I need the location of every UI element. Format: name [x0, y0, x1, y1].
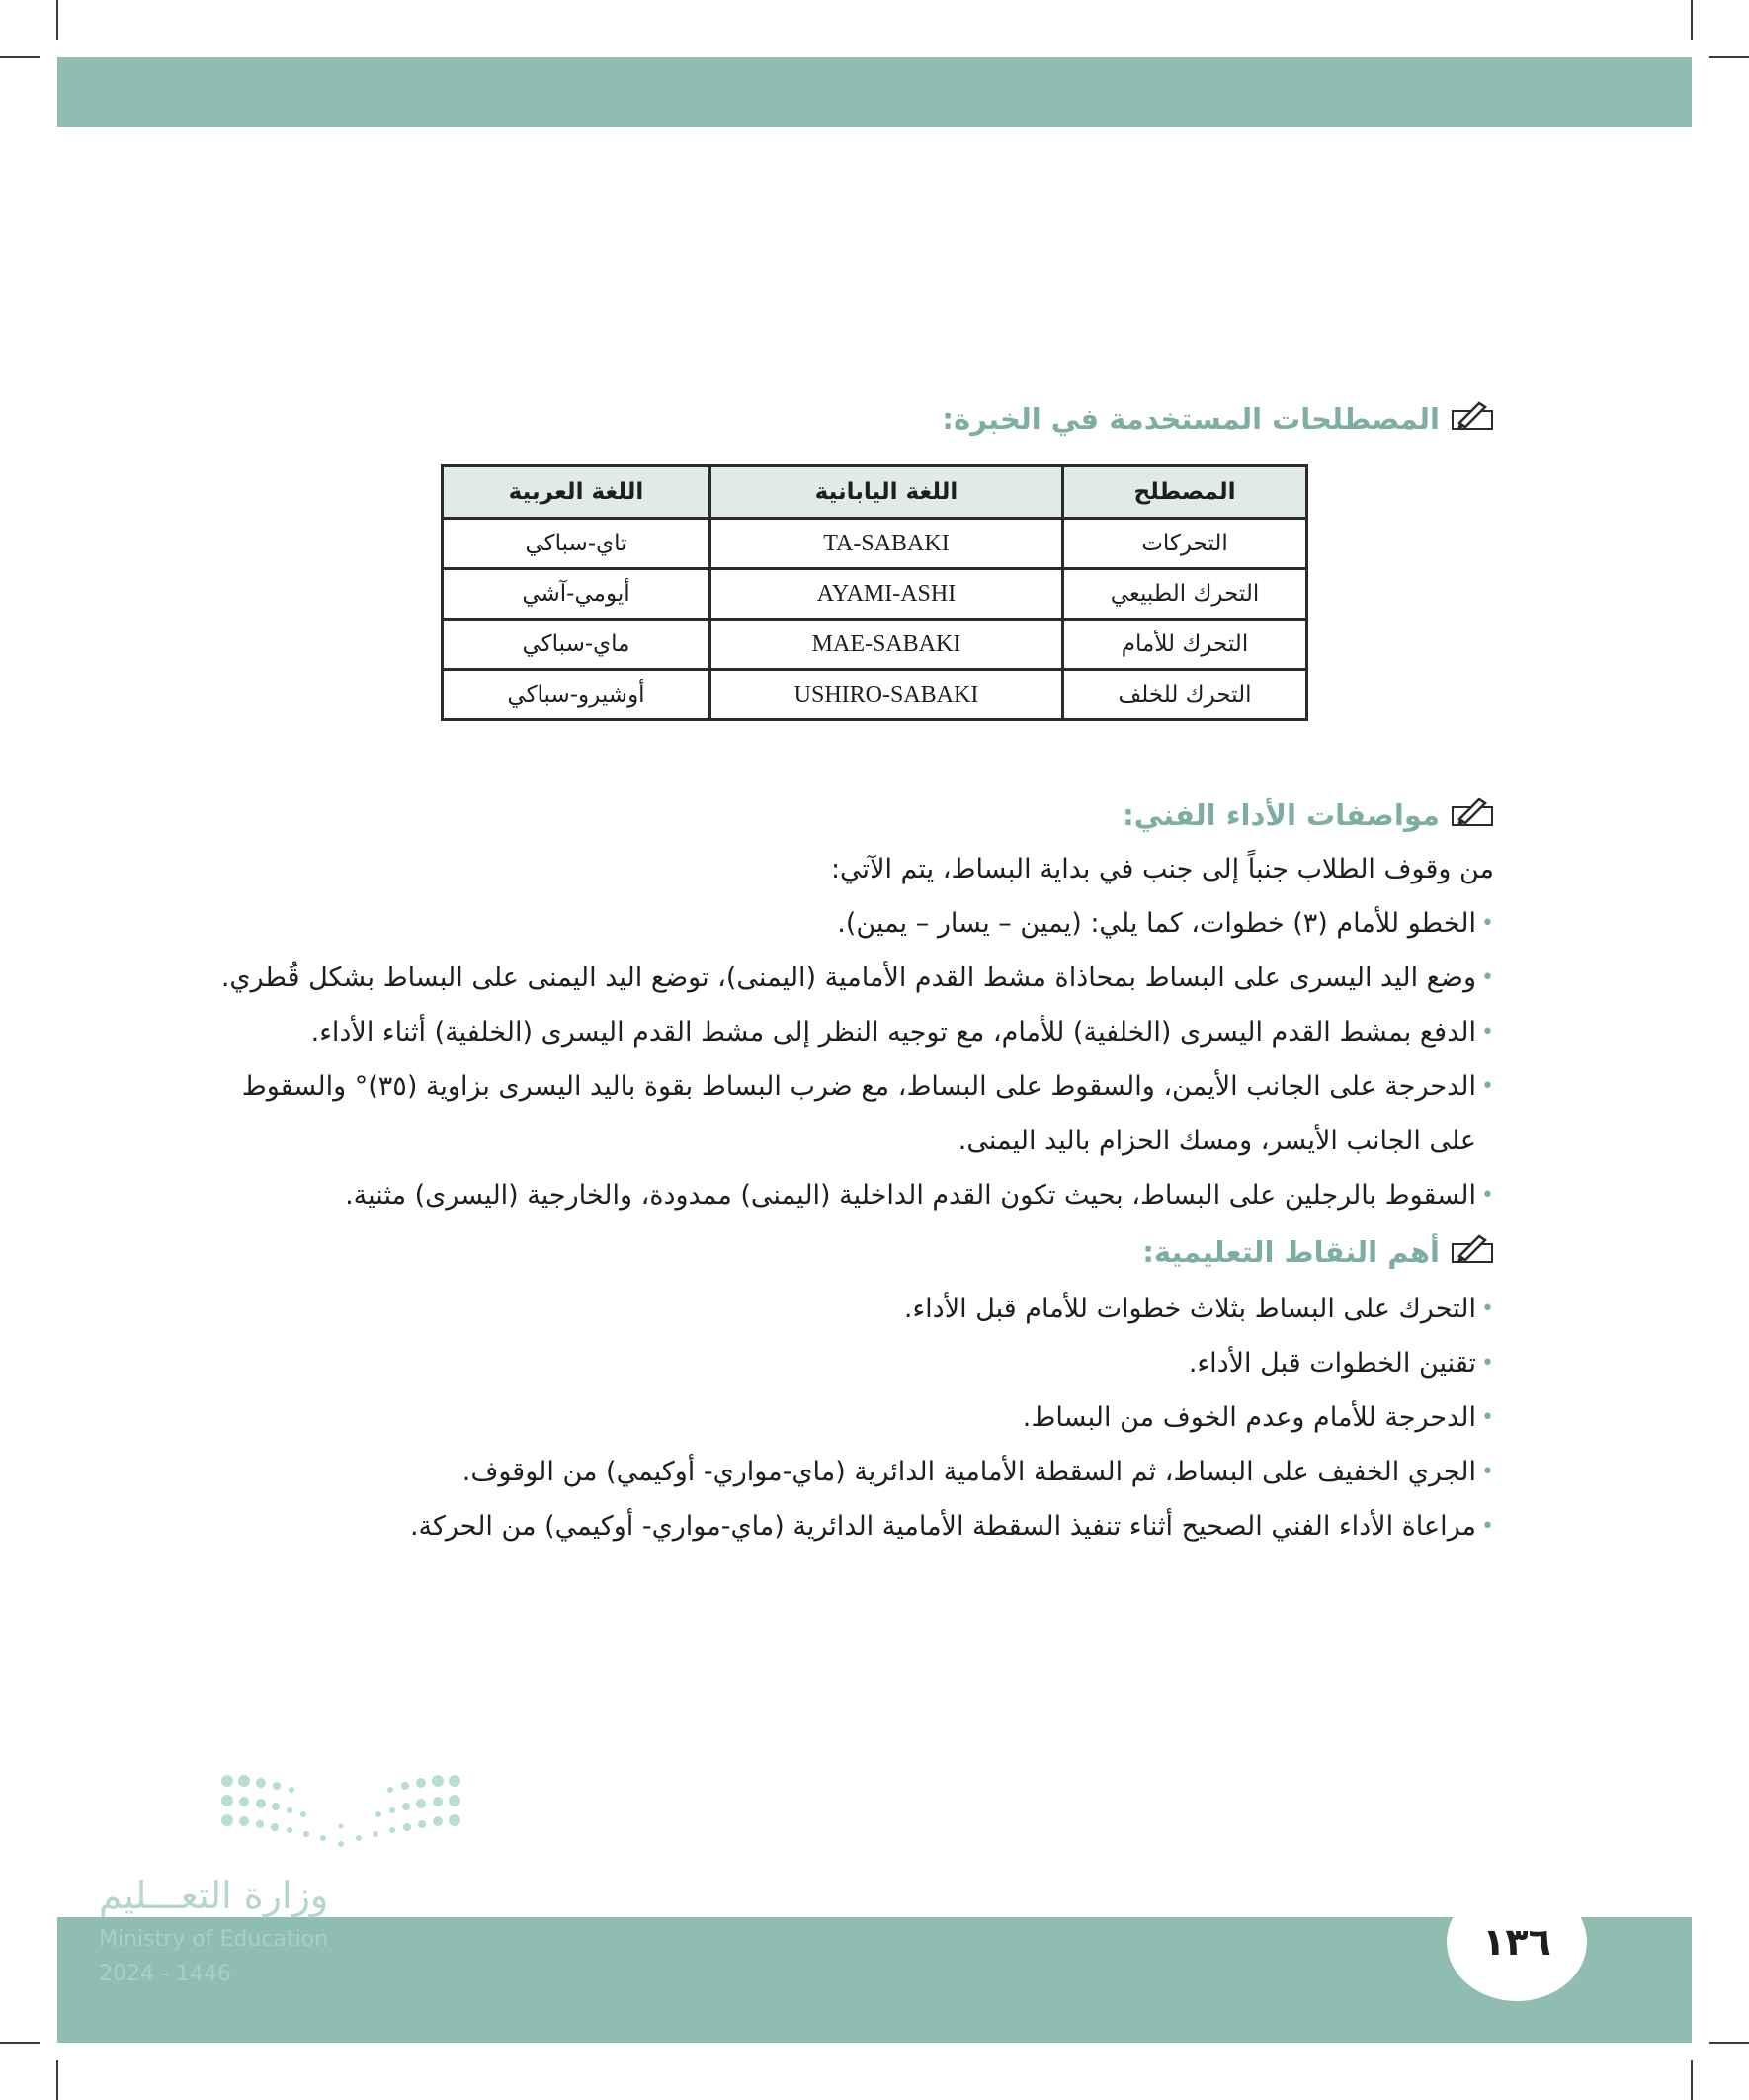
table-row — [443, 620, 1307, 670]
pen-writing-icon — [1450, 1230, 1497, 1273]
crop-mark — [1709, 2042, 1749, 2044]
terms-heading-text: المصطلحات المستخدمة في الخبرة: — [942, 401, 1440, 436]
teaching-heading — [1142, 1230, 1497, 1273]
cell-japanese: MAE-SABAKI — [710, 620, 1063, 670]
terms-table — [441, 464, 1308, 721]
cell-term: التحرك للأمام — [1063, 620, 1307, 670]
technical-intro: من وقوف الطلاب جنباً إلى جنب في بداية البساط، يتم الآتي: — [830, 854, 1494, 884]
crop-mark — [56, 0, 58, 40]
teaching-heading-text: أهم النقاط التعليمية: — [1142, 1234, 1440, 1269]
cell-term: التحركات — [1063, 519, 1307, 569]
ministry-logo-english: Ministry of Education — [99, 1927, 329, 1952]
cell-arabic: أيومي-آشي — [443, 569, 710, 620]
column-header-japanese: اللغة اليابانية — [710, 466, 1063, 519]
list-item: • السقوط بالرجلين على البساط، بحيث تكون القدم الداخلية (اليمنى) ممدودة، والخارجية (اليسرى) مثنية. — [209, 1168, 1494, 1222]
technical-heading-text: مواصفات الأداء الفني: — [1123, 798, 1440, 832]
list-item: • الدفع بمشط القدم اليسرى (الخلفية) للأمام، مع توجيه النظر إلى مشط القدم اليسرى (الخلفية) أثناء الأداء. — [209, 1005, 1494, 1059]
cell-japanese: USHIRO-SABAKI — [710, 670, 1063, 720]
list-item: • تقنين الخطوات قبل الأداء. — [209, 1336, 1494, 1390]
technical-list — [209, 896, 1494, 1222]
list-item: • الدحرجة للأمام وعدم الخوف من البساط. — [209, 1390, 1494, 1445]
page-number — [1447, 1883, 1587, 2001]
teaching-list — [209, 1282, 1494, 1554]
crop-mark — [56, 2060, 58, 2100]
cell-term: التحرك للخلف — [1063, 670, 1307, 720]
cell-japanese: TA-SABAKI — [710, 519, 1063, 569]
list-item: • التحرك على البساط بثلاث خطوات للأمام قبل الأداء. — [209, 1282, 1494, 1336]
header-band — [57, 57, 1692, 127]
column-header-arabic: اللغة العربية — [443, 466, 710, 519]
technical-heading — [1123, 794, 1497, 836]
cell-japanese: AYAMI-ASHI — [710, 569, 1063, 620]
list-item: • الجري الخفيف على البساط، ثم السقطة الأمامية الدائرية (ماي-مواري- أوكيمي) من الوقوف. — [209, 1445, 1494, 1499]
pen-writing-icon — [1450, 794, 1497, 836]
page-number-text: ١٣٦ — [1482, 1920, 1551, 1964]
table-row — [443, 569, 1307, 620]
column-header-term: المصطلح — [1063, 466, 1307, 519]
cell-term: التحرك الطبيعي — [1063, 569, 1307, 620]
ministry-logo-arabic: وزارة التعـــليم — [99, 1874, 329, 1917]
table-header-row — [443, 466, 1307, 519]
list-item: • الدحرجة على الجانب الأيمن، والسقوط على البساط، مع ضرب البساط بقوة باليد اليسرى بزاوية (٣٥)° والسقوط على الجانب الأيسر، ومسك الحزام باليد اليمنى. — [209, 1059, 1494, 1168]
table-row — [443, 670, 1307, 720]
crop-mark — [1709, 56, 1749, 58]
list-item: • الخطو للأمام (٣) خطوات، كما يلي: (يمين – يسار – يمين). — [209, 896, 1494, 951]
teaching-body — [209, 1282, 1494, 1554]
crop-mark — [1691, 0, 1693, 40]
cell-arabic: ماي-سباكي — [443, 620, 710, 670]
crop-mark — [1691, 2060, 1693, 2100]
ministry-logo-dots-icon — [212, 1769, 469, 1858]
crop-mark — [0, 2042, 40, 2044]
cell-arabic: أوشيرو-سباكي — [443, 670, 710, 720]
pen-writing-icon — [1450, 397, 1497, 440]
list-item: • مراعاة الأداء الفني الصحيح أثناء تنفيذ السقطة الأمامية الدائرية (ماي-مواري- أوكيمي) من الحركة. — [209, 1499, 1494, 1554]
list-item: • وضع اليد اليسرى على البساط بمحاذاة مشط القدم الأمامية (اليمنى)، توضع اليد اليمنى على البساط بشكل قُطري. — [209, 951, 1494, 1005]
crop-mark — [0, 56, 40, 58]
terms-heading — [942, 397, 1497, 440]
technical-body — [209, 842, 1494, 1222]
table-row — [443, 519, 1307, 569]
ministry-logo-year: 2024 - 1446 — [99, 1962, 231, 1986]
cell-arabic: تاي-سباكي — [443, 519, 710, 569]
